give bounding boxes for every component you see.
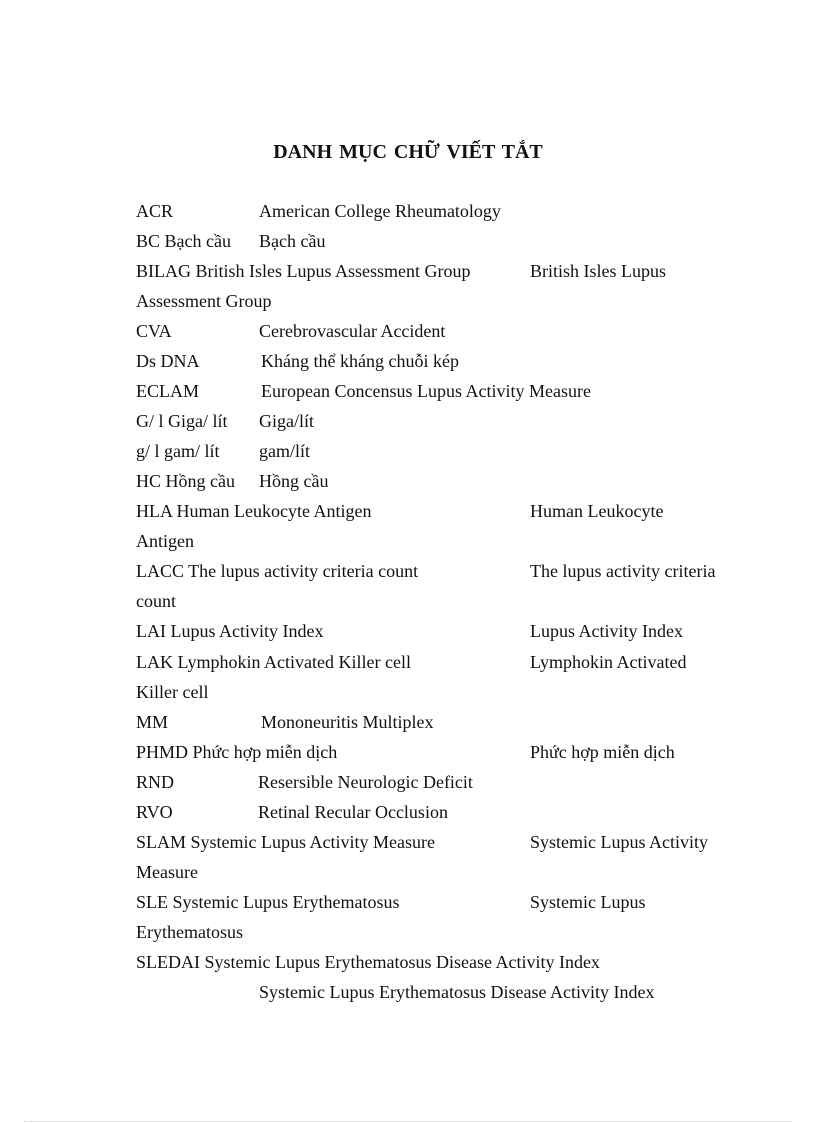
abbreviation-definition-continued: Assessment Group (136, 291, 272, 311)
abbreviation-term: g/ l gam/ lít (136, 441, 220, 461)
abbreviation-term: RND (136, 772, 175, 792)
abbreviation-continuation (136, 286, 776, 316)
abbreviation-term: MM (136, 712, 169, 732)
abbreviation-definition-continued: count (136, 591, 176, 611)
abbreviation-term: HC Hồng cầu (136, 471, 235, 491)
abbreviation-definition: Human Leukocyte (530, 501, 664, 521)
abbreviation-row (136, 737, 776, 767)
abbreviation-continuation (136, 677, 776, 707)
abbreviation-row (136, 226, 776, 256)
abbreviation-row (136, 556, 776, 586)
abbreviation-row (136, 707, 776, 737)
abbreviation-definition-continued: Erythematosus (136, 922, 243, 942)
abbreviation-term: LACC The lupus activity criteria count (136, 561, 419, 581)
abbreviation-definition: American College Rheumatology (259, 201, 501, 221)
abbreviation-row (136, 316, 776, 346)
abbreviation-row (136, 196, 776, 226)
abbreviation-term: RVO (136, 802, 173, 822)
abbreviation-definition-continued: Killer cell (136, 682, 209, 702)
abbreviation-row (136, 616, 776, 646)
abbreviation-row (136, 436, 776, 466)
abbreviation-definition: Systemic Lupus (530, 892, 646, 912)
abbreviation-continuation (136, 857, 776, 887)
abbreviation-term: SLEDAI Systemic Lupus Erythematosus Disease Activity Index (136, 952, 600, 972)
abbreviation-definition: Phức hợp miễn dịch (530, 742, 675, 762)
abbreviation-definition: British Isles Lupus (530, 261, 667, 281)
page-bottom-divider (24, 1121, 792, 1122)
abbreviation-row (136, 376, 776, 406)
abbreviation-term: ECLAM (136, 381, 199, 401)
abbreviation-continuation (136, 526, 776, 556)
abbreviation-term: BILAG British Isles Lupus Assessment Group (136, 261, 471, 281)
abbreviation-definition: Giga/lít (259, 411, 314, 431)
abbreviation-row (136, 647, 776, 677)
abbreviation-definition: Resersible Neurologic Deficit (258, 772, 473, 792)
abbreviation-row (136, 797, 776, 827)
abbreviation-term: LAK Lymphokin Activated Killer cell (136, 652, 411, 672)
abbreviation-definition-continued: Antigen (136, 531, 194, 551)
abbreviation-continuation (136, 917, 776, 947)
abbreviation-term: ACR (136, 201, 174, 221)
abbreviation-definition: Hồng cầu (259, 471, 329, 491)
abbreviation-definition: Cerebrovascular Accident (259, 321, 446, 341)
abbreviation-definition: gam/lít (259, 441, 310, 461)
abbreviation-definition: Lymphokin Activated (530, 652, 687, 672)
abbreviation-definition: Lupus Activity Index (530, 621, 683, 641)
abbreviation-continuation (136, 586, 776, 616)
abbreviation-definition: Bạch cầu (259, 231, 326, 251)
abbreviation-term: Ds DNA (136, 351, 200, 371)
abbreviation-row (136, 256, 776, 286)
abbreviation-definition: Systemic Lupus Erythematosus Disease Activity Index (259, 982, 655, 1002)
abbreviation-row (136, 767, 776, 797)
abbreviation-row (136, 977, 776, 1007)
abbreviation-definition: Kháng thể kháng chuỗi kép (261, 351, 459, 371)
abbreviation-term: PHMD Phức hợp miễn dịch (136, 742, 338, 762)
abbreviation-term: BC Bạch cầu (136, 231, 231, 251)
abbreviation-definition: European Concensus Lupus Activity Measure (261, 381, 591, 401)
abbreviation-definition-continued: Measure (136, 862, 198, 882)
abbreviation-row (136, 887, 776, 917)
abbreviation-row (136, 346, 776, 376)
abbreviation-definition: Systemic Lupus Activity (530, 832, 708, 852)
abbreviation-term: G/ l Giga/ lít (136, 411, 228, 431)
abbreviation-row (136, 496, 776, 526)
abbreviation-row (136, 827, 776, 857)
abbreviation-definition: The lupus activity criteria (530, 561, 716, 581)
page-title: DANH MỤC CHỮ VIẾT TẮT (273, 141, 543, 163)
abbreviation-definition: Mononeuritis Multiplex (261, 712, 434, 732)
abbreviation-term: CVA (136, 321, 172, 341)
abbreviation-term: SLE Systemic Lupus Erythematosus (136, 892, 400, 912)
abbreviation-term: SLAM Systemic Lupus Activity Measure (136, 832, 435, 852)
abbreviation-term: HLA Human Leukocyte Antigen (136, 501, 372, 521)
abbreviation-row (136, 406, 776, 436)
abbreviation-row (136, 466, 776, 496)
abbreviation-row (136, 947, 776, 977)
abbreviation-definition: Retinal Recular Occlusion (258, 802, 448, 822)
abbreviation-term: LAI Lupus Activity Index (136, 621, 324, 641)
